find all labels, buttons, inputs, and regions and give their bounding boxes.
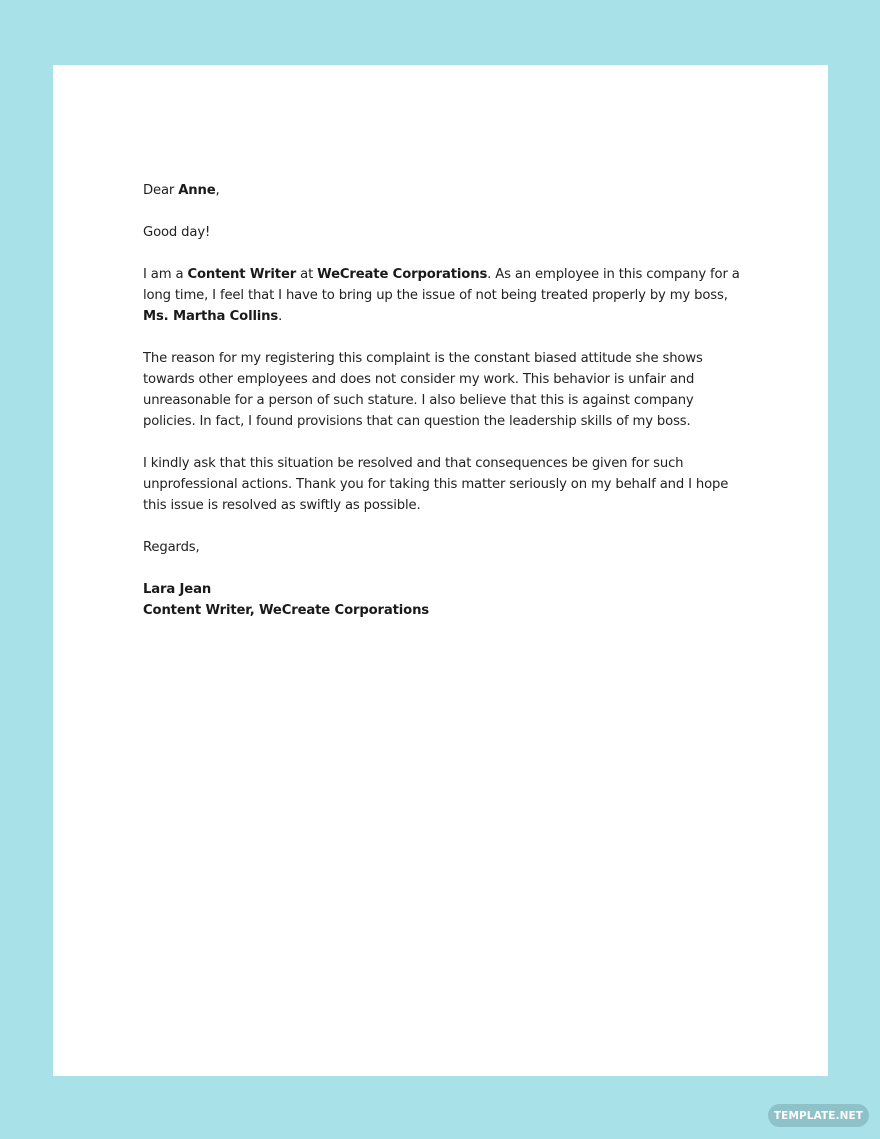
paragraph-intro: I am a Content Writer at WeCreate Corporations. As an employee in this company for a long time, I feel that I have to bring up the issue of not being treated properly by my boss, Ms. Martha Collins.	[143, 267, 740, 324]
company-name: WeCreate Corporations	[317, 267, 488, 282]
sender-role: Content Writer	[187, 267, 297, 282]
letter-page	[53, 65, 828, 1076]
salutation	[143, 180, 743, 201]
salutation-prefix: Dear	[143, 183, 175, 198]
greeting: Good day!	[143, 225, 211, 240]
boss-name: Ms. Martha Collins	[143, 309, 279, 324]
recipient-name: Anne	[178, 183, 216, 198]
salutation-suffix: ,	[215, 183, 220, 198]
paragraph-reason: The reason for my registering this complaint is the constant biased attitude she shows towards other employees and does not consider my work. This behavior is unfair and unreasonable for a person of such stature. I also believe that this is against company policies. In fact, I found provisions that can question the leadership skills of my boss.	[143, 351, 703, 429]
signature-name: Lara Jean	[143, 582, 212, 597]
letter-body	[143, 180, 743, 621]
template-net-watermark[interactable]: TEMPLATE.NET	[768, 1104, 869, 1127]
closing: Regards,	[143, 540, 200, 555]
paragraph-request: I kindly ask that this situation be resolved and that consequences be given for such unprofessional actions. Thank you for taking this matter seriously on my behalf and I hope this issue is resolved as swiftly as possible.	[143, 456, 729, 513]
signature-title: Content Writer, WeCreate Corporations	[143, 603, 430, 618]
